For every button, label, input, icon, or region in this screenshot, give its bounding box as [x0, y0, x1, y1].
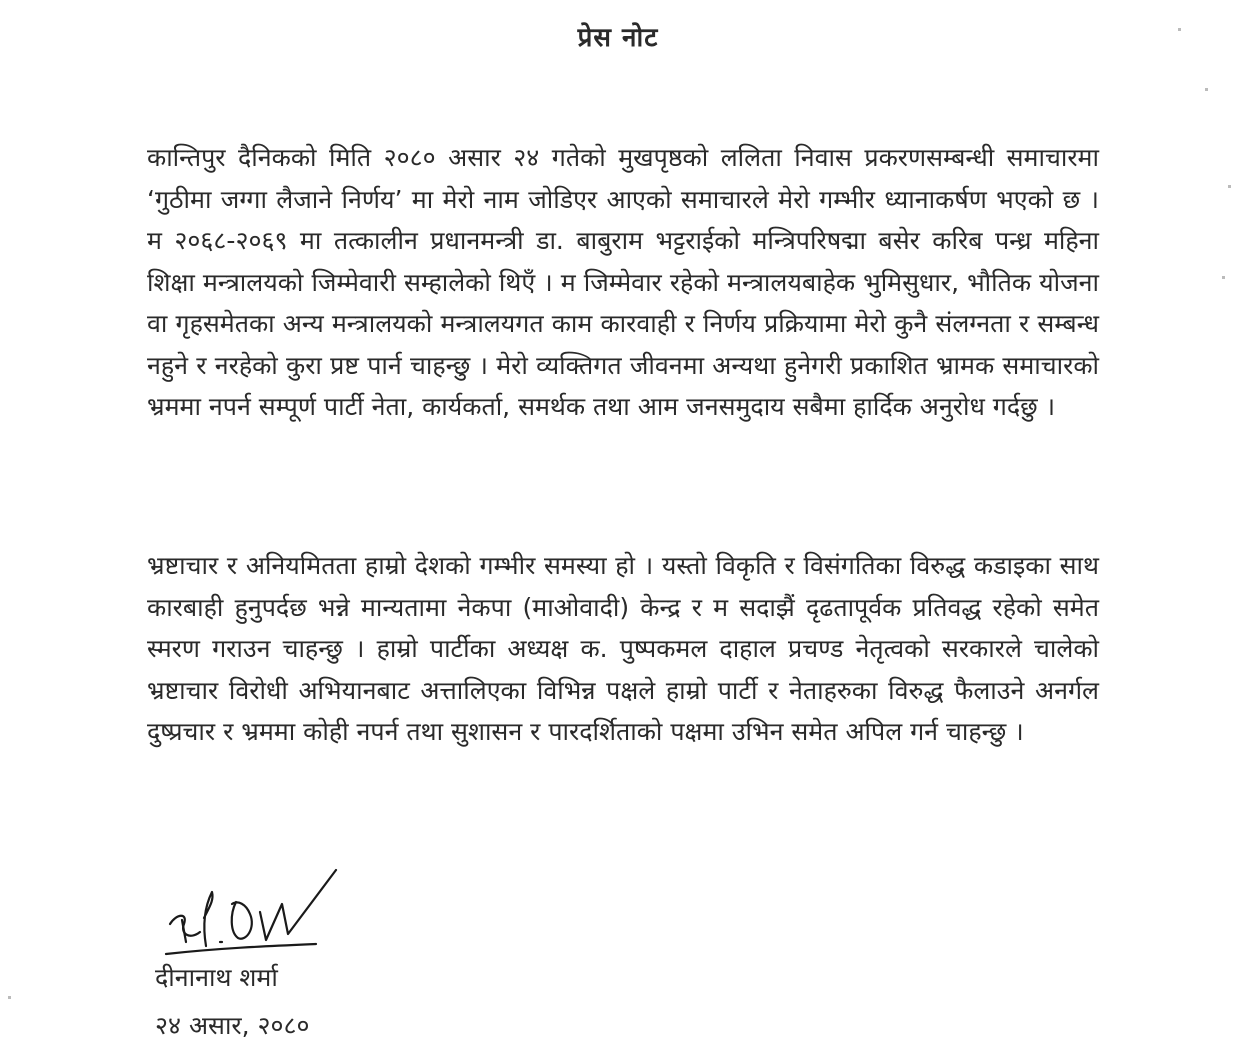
signature-date: २४ असार, २०८० — [155, 1011, 310, 1040]
signer-name: दीनानाथ शर्मा — [155, 963, 278, 992]
page-title: प्रेस नोट — [577, 23, 659, 53]
scan-speck — [8, 996, 11, 999]
scan-speck — [1228, 185, 1231, 188]
scan-speck — [1178, 28, 1181, 31]
handwritten-signature — [160, 862, 360, 962]
scan-speck — [1222, 276, 1225, 279]
paragraph-1: कान्तिपुर दैनिकको मिति २०८० असार २४ गतेको मुखपृष्ठको ललिता निवास प्रकरणसम्बन्धी समाचारमा ‘गुठीमा जग्गा लैजाने निर्णय’ मा मेरो नाम जोडिएर आएको समाचारले मेरो गम्भीर ध्यानाकर्षण भएको छ । म २०६८-२०६९ मा तत्कालीन प्रधानमन्त्री डा. बाबुराम भट्टराईको मन्त्रिपरिषद्मा बसेर करिब पन्ध्र महिना शिक्षा मन्त्रालयको जिम्मेवारी सम्हालेको थिएँ । म जिम्मेवार रहेको मन्त्रालयबाहेक भुमिसुधार, भौतिक योजना वा गृहसमेतका अन्य मन्त्रालयको मन्त्रालयगत काम कारवाही र निर्णय प्रक्रियामा मेरो कुनै संलग्नता र सम्बन्ध नहुने र नरहेको कुरा प्रष्ट पार्न चाहन्छु । मेरो व्यक्तिगत जीवनमा अन्यथा हुनेगरी प्रकाशित भ्रामक समाचारको भ्रममा नपर्न सम्पूर्ण पार्टी नेता, कार्यकर्ता, समर्थक तथा आम जनसमुदाय सबैमा हार्दिक अनुरोध गर्दछु । — [147, 143, 1099, 421]
scan-speck — [1205, 88, 1208, 91]
paragraph-2: भ्रष्टाचार र अनियमितता हाम्रो देशको गम्भीर समस्या हो । यस्तो विकृति र विसंगतिका विरुद्ध कडाइका साथ कारबाही हुनुपर्दछ भन्ने मान्यतामा नेकपा (माओवादी) केन्द्र र म सदाझैं दृढतापूर्वक प्रतिवद्ध रहेको समेत स्मरण गराउन चाहन्छु । हाम्रो पार्टीका अध्यक्ष क. पुष्पकमल दाहाल प्रचण्ड नेतृत्वको सरकारले चालेको भ्रष्टाचार विरोधी अभियानबाट अत्तालिएका विभिन्न पक्षले हाम्रो पार्टी र नेताहरुका विरुद्ध फैलाउने अनर्गल दुष्प्रचार र भ्रममा कोही नपर्न तथा सुशासन र पारदर्शिताको पक्षमा उभिन समेत अपिल गर्न चाहन्छु । — [147, 551, 1099, 746]
